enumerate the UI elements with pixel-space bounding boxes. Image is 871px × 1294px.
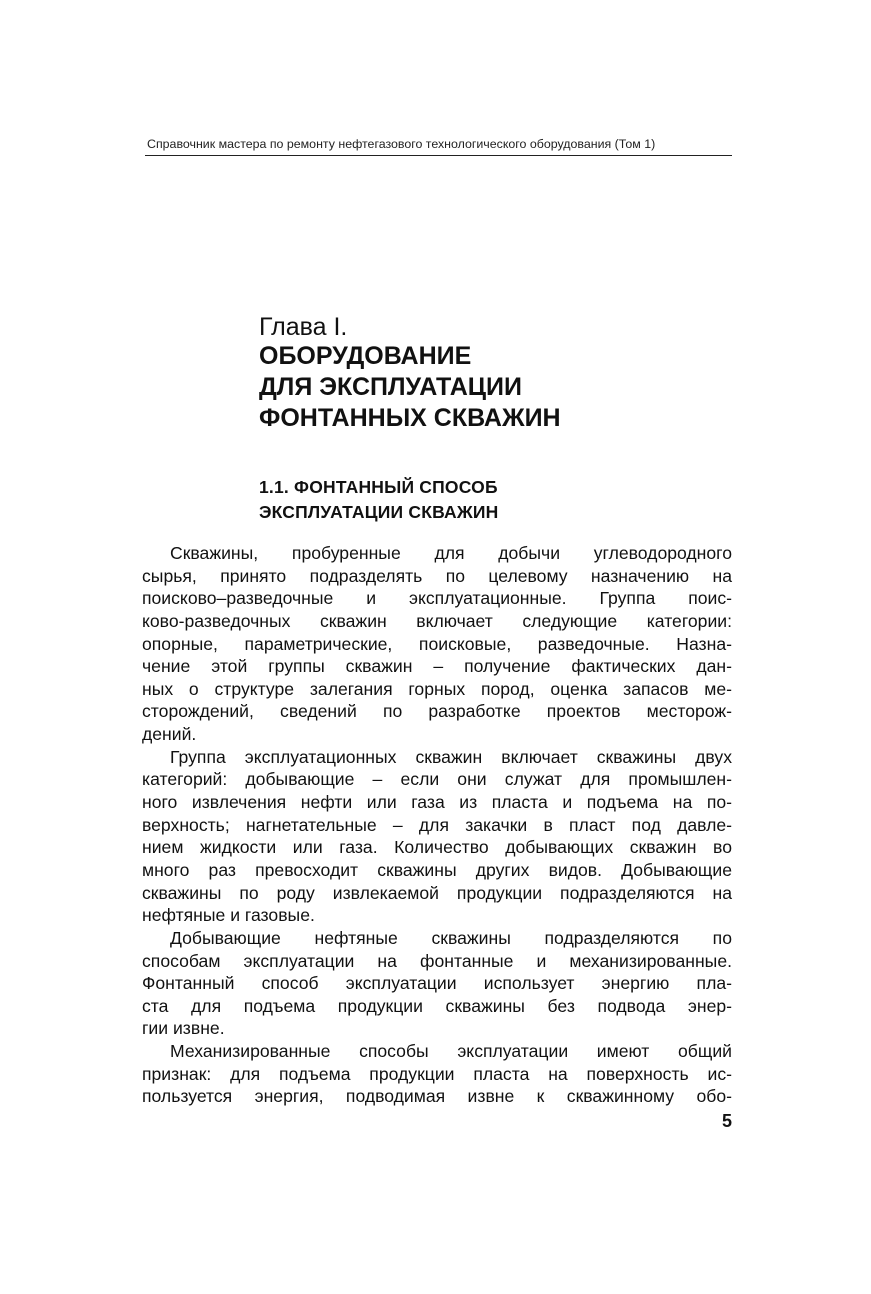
text-line: много раз превосходит скважины других видов. Добывающие (142, 859, 732, 880)
text-line: ных о структуре залегания горных пород, оценка запасов ме- (142, 678, 732, 699)
text-line: способам эксплуатации на фонтанные и механизированные. (142, 950, 732, 971)
text-line: Фонтанный способ эксплуатации использует энергию пла- (142, 973, 732, 994)
body-text (142, 542, 732, 1108)
header-rule (145, 155, 732, 156)
text-line: ста для подъема продукции скважины без подвода энер- (142, 995, 732, 1016)
text-line: гии извне. (142, 1018, 225, 1039)
section-title (259, 475, 499, 525)
text-line: скважины по роду извлекаемой продукции подразделяются на (142, 882, 732, 903)
text-line: чение этой группы скважин – получение фактических дан- (142, 656, 732, 677)
text-line: пользуется энергия, подводимая извне к скважинному обо- (142, 1086, 732, 1107)
text-line: поисково–разведочные и эксплуатационные. Группа поис- (142, 588, 732, 609)
text-line: признак: для подъема продукции пласта на поверхность ис- (142, 1063, 732, 1084)
text-line: верхность; нагнетательные – для закачки в пласт под давле- (142, 814, 732, 835)
chapter-label: Глава I. (259, 313, 348, 341)
text-line: нефтяные и газовые. (142, 905, 315, 926)
text-line: сырья, принято подразделять по целевому назначению на (142, 565, 732, 586)
text-line: дений. (142, 724, 197, 745)
text-line: ного извлечения нефти или газа из пласта и подъема на по- (142, 792, 732, 813)
text-line: опорные, параметрические, поисковые, разведочные. Назна- (142, 633, 732, 654)
text-line: Скважины, пробуренные для добычи углеводородного (170, 543, 732, 563)
page-number: 5 (721, 1111, 732, 1131)
text-line: Добывающие нефтяные скважины подразделяются по (170, 927, 732, 948)
text-line: категорий: добывающие – если они служат для промышлен- (142, 769, 732, 790)
text-line: Группа эксплуатационных скважин включает скважины двух (170, 746, 732, 767)
text-line: сторождений, сведений по разработке проектов месторож- (142, 701, 732, 722)
chapter-title-line: ОБОРУДОВАНИЕ (259, 342, 472, 370)
chapter-title (259, 341, 561, 434)
text-line: Механизированные способы эксплуатации имеют общий (170, 1041, 732, 1062)
text-line: ково-разведочных скважин включает следующие категории: (142, 610, 732, 631)
chapter-title-line: ФОНТАННЫХ СКВАЖИН (259, 404, 561, 432)
text-line: нием жидкости или газа. Количество добывающих скважин во (142, 837, 732, 858)
running-header: Справочник мастера по ремонту нефтегазового технологического оборудования (Том 1) (147, 137, 656, 151)
section-title-line: 1.1. ФОНТАННЫЙ СПОСОБ (259, 477, 498, 497)
section-title-line: ЭКСПЛУАТАЦИИ СКВАЖИН (259, 502, 499, 522)
chapter-title-line: ДЛЯ ЭКСПЛУАТАЦИИ (259, 373, 522, 401)
